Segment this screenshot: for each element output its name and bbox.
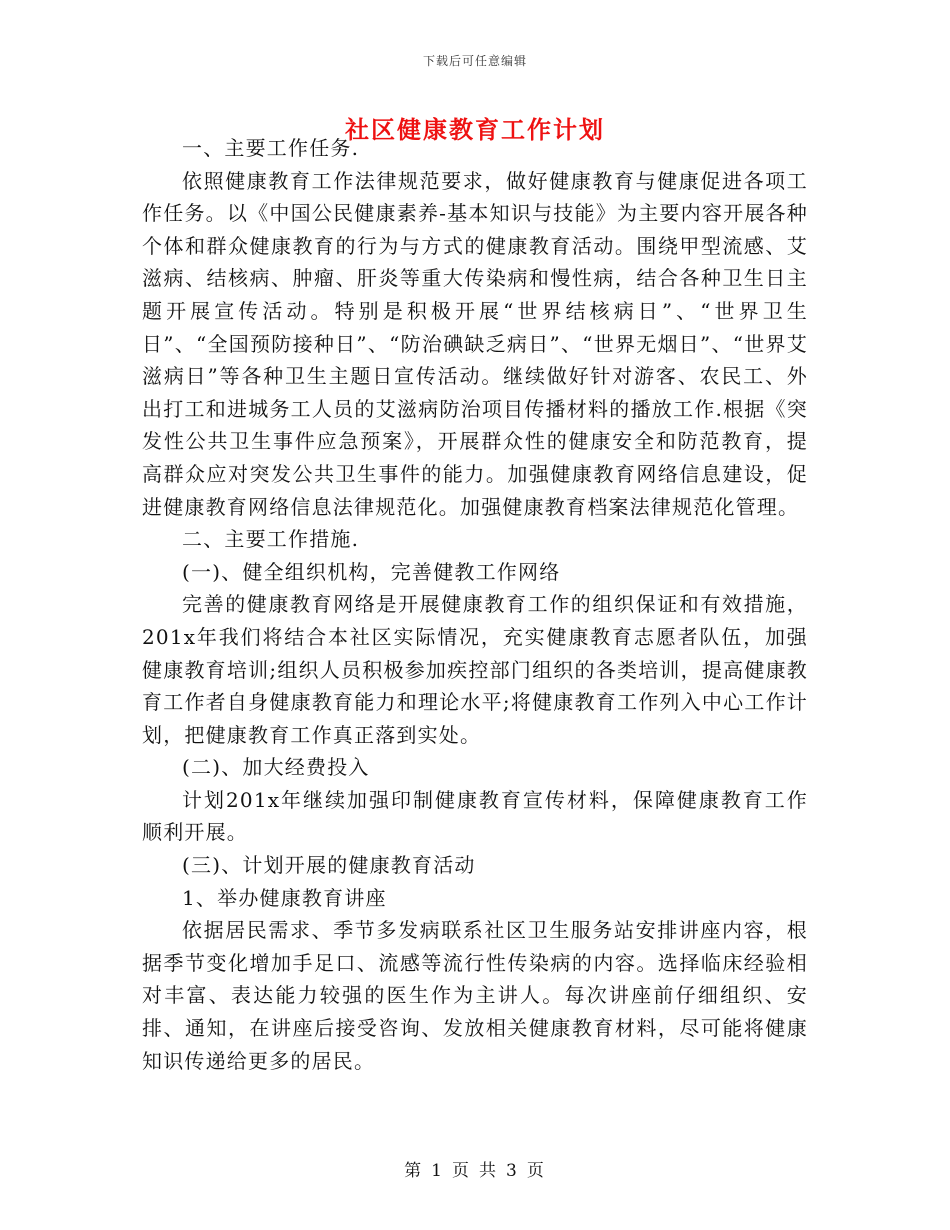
footer-suffix: 页	[526, 1161, 546, 1181]
paragraph-tasks: 依照健康教育工作法律规范要求，做好健康教育与健康促进各项工作任务。以《中国公民健康素养-基本知识与技能》为主要内容开展各种个体和群众健康教育的行为与方式的健康教育活动。围绕甲型流感、艾滋病、结核病、肿瘤、肝炎等重大传染病和慢性病，结合各种卫生日主题开展宣传活动。特别是积极开展“世界结核病日”、“世界卫生日”、“全国预防接种日”、“防治碘缺乏病日”、“世界无烟日”、“世界艾滋病日”等各种卫生主题日宣传活动。继续做好针对游客、农民工、外出打工和进城务工人员的艾滋病防治项目传播材料的播放工作.根据《突发性公共卫生事件应急预案》，开展群众性的健康安全和防范教育，提高群众应对突发公共卫生事件的能力。加强健康教育网络信息建设，促进健康教育网络信息法律规范化。加强健康教育档案法律规范化管理。	[142, 168, 808, 519]
footer-prefix: 第	[404, 1161, 424, 1181]
footer-page-word: 页	[452, 1161, 471, 1181]
subheading-funding: (二)、加大经费投入	[182, 755, 370, 780]
paragraph-organization: 完善的健康教育网络是开展健康教育工作的组织保证和有效措施，201x年我们将结合本社区实际情况，充实健康教育志愿者队伍，加强健康教育培训;组织人员积极参加疾控部门组织的各类培训，提高健康教育工作者自身健康教育能力和理论水平;将健康教育工作列入中心工作计划，把健康教育工作真正落到实处。	[142, 592, 808, 747]
document-body	[142, 132, 808, 1077]
header-note: 下载后可任意编辑	[422, 54, 527, 68]
footer-total-word: 共	[479, 1161, 498, 1181]
section-heading-measures: 二、主要工作措施.	[182, 527, 360, 552]
paragraph-lectures: 依据居民需求、季节多发病联系社区卫生服务站安排讲座内容，根据季节变化增加手足口、流感等流行性传染病的内容。选择临床经验相对丰富、表达能力较强的医生作为主讲人。每次讲座前仔细组织、安排、通知，在讲座后接受咨询、发放相关健康教育材料，尽可能将健康知识传递给更多的居民。	[142, 918, 808, 1073]
paragraph-funding: 计划201x年继续加强印制健康教育宣传材料，保障健康教育工作顺利开展。	[142, 787, 808, 845]
current-page-number: 1	[431, 1161, 444, 1181]
total-pages-number: 3	[506, 1161, 519, 1181]
section-heading-tasks: 一、主要工作任务.	[182, 136, 360, 160]
subheading-activities: (三)、计划开展的健康教育活动	[182, 853, 476, 878]
page-number-footer	[0, 1156, 950, 1181]
document-title: 社区健康教育工作计划	[345, 115, 605, 144]
subheading-organization: (一)、健全组织机构，完善健教工作网络	[182, 559, 561, 584]
item-heading-lectures: 1、举办健康教育讲座	[182, 885, 387, 910]
